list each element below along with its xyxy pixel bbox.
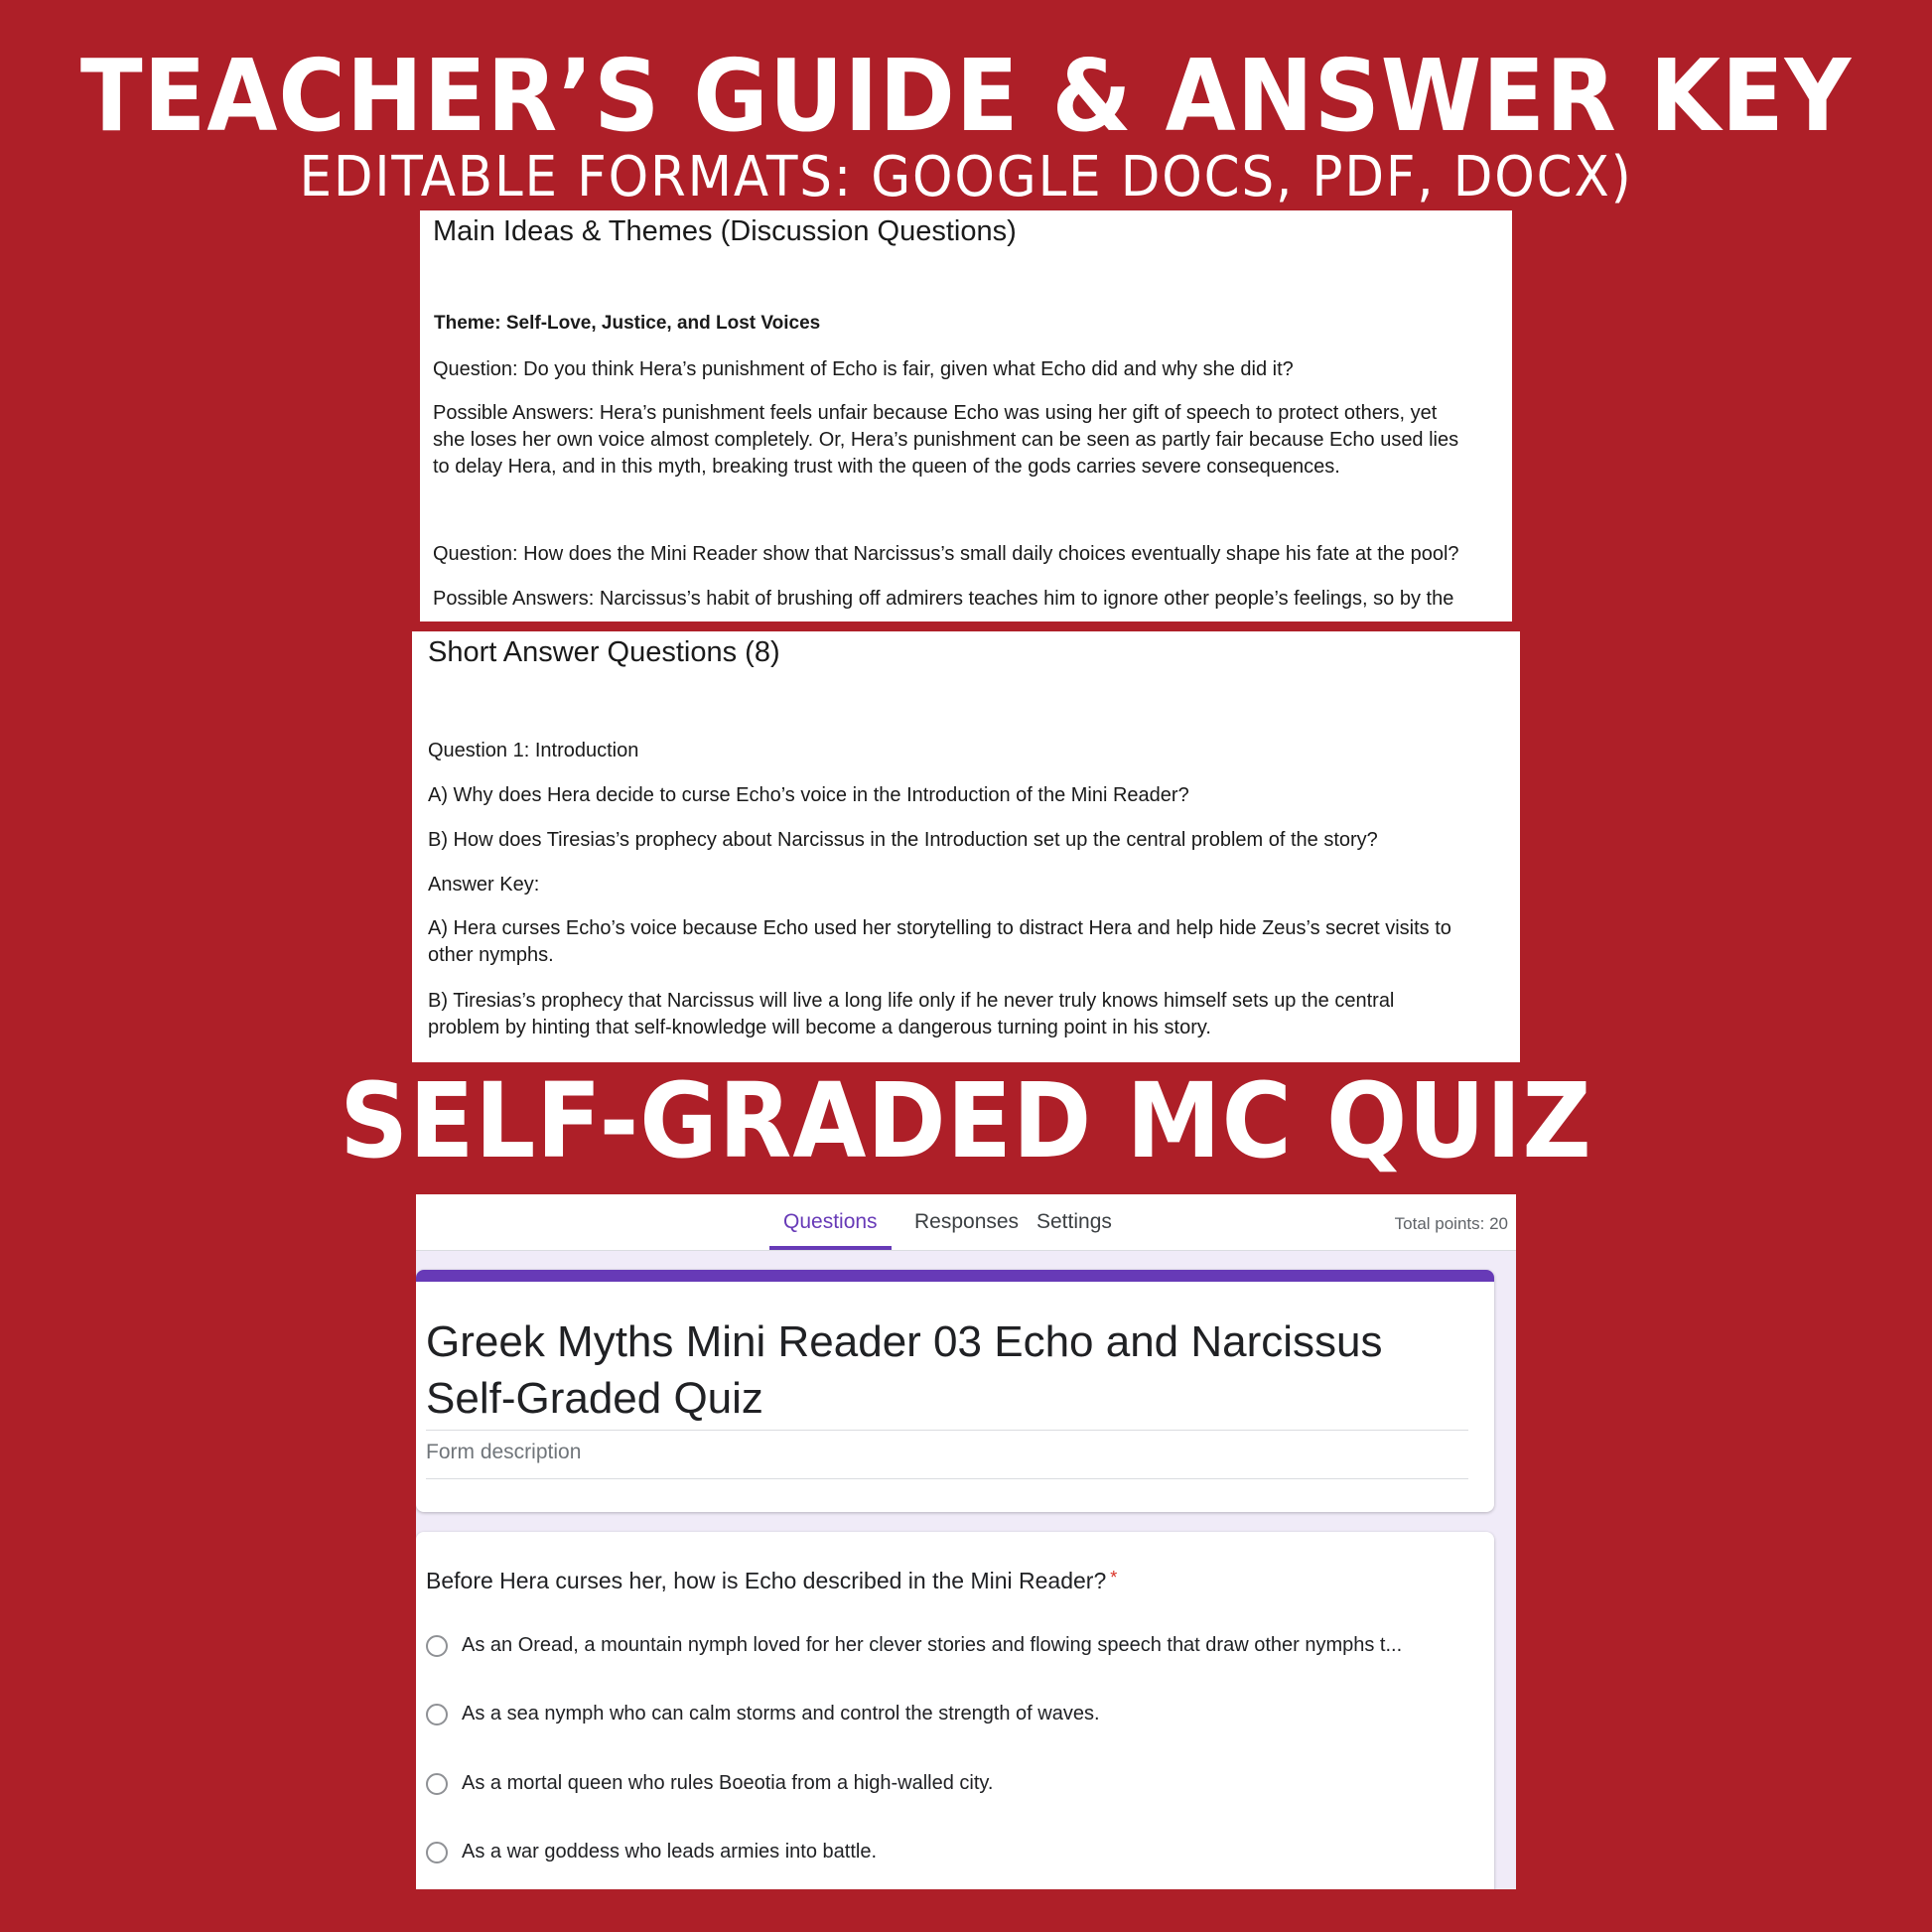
form-title-card[interactable]: [416, 1270, 1494, 1512]
form-title[interactable]: [426, 1313, 1458, 1427]
short-question-b: B) How does Tiresias’s prophecy about Narcissus in the Introduction set up the central problem of the story?: [428, 829, 1378, 851]
discussion-question-2: Question: How does the Mini Reader show that Narcissus’s small daily choices eventually shape his fate at the pool?: [433, 543, 1459, 565]
divider: [426, 1430, 1468, 1431]
question-card[interactable]: [416, 1532, 1494, 1889]
form-title-line: Self-Graded Quiz: [426, 1374, 763, 1423]
answer-line: Possible Answers: Narcissus’s habit of brushing off admirers teaches him to ignore other people’s feelings, so by the: [433, 588, 1454, 610]
answer-line: Possible Answers: Hera’s punishment feels unfair because Echo was using her gift of speech to protect others, yet: [433, 402, 1438, 424]
option-label: As a war goddess who leads armies into battle.: [462, 1841, 877, 1863]
tab-questions[interactable]: Questions: [769, 1206, 892, 1250]
required-marker: *: [1110, 1568, 1118, 1587]
theme-heading: Theme: Self-Love, Justice, and Lost Voices: [434, 313, 821, 334]
radio-circle-icon[interactable]: [426, 1842, 448, 1863]
option-label: As an Oread, a mountain nymph loved for her clever stories and flowing speech that draw other nymphs t...: [462, 1634, 1403, 1656]
divider: [426, 1478, 1468, 1479]
question-label: Before Hera curses her, how is Echo described in the Mini Reader?: [426, 1568, 1107, 1593]
radio-circle-icon[interactable]: [426, 1704, 448, 1725]
answer-line: A) Hera curses Echo’s voice because Echo used her storytelling to distract Hera and help hide Zeus’s secret visits to: [428, 917, 1451, 939]
answer-option[interactable]: [426, 1704, 1488, 1733]
doc-title: Main Ideas & Themes (Discussion Questions): [433, 215, 1017, 247]
answer-option[interactable]: [426, 1773, 1488, 1803]
formats-subtitle: EDITABLE FORMATS: GOOGLE DOCS, PDF, DOCX): [299, 145, 1633, 209]
radio-circle-icon[interactable]: [426, 1635, 448, 1657]
question-heading: Question 1: Introduction: [428, 740, 639, 761]
answer-option[interactable]: [426, 1635, 1488, 1665]
answer-key-heading: Answer Key:: [428, 874, 540, 896]
tab-settings[interactable]: Settings: [1036, 1210, 1112, 1233]
answer-line: B) Tiresias’s prophecy that Narcissus will live a long life only if he never truly knows himself sets up the central: [428, 990, 1395, 1012]
discussion-question-1: Question: Do you think Hera’s punishment of Echo is fair, given what Echo did and why she did it?: [433, 358, 1294, 380]
form-tab-bar: [416, 1194, 1516, 1251]
accent-bar: [416, 1270, 1494, 1282]
option-label: As a sea nymph who can calm storms and control the strength of waves.: [462, 1703, 1100, 1725]
answer-option[interactable]: [426, 1842, 1488, 1871]
answer-line: other nymphs.: [428, 944, 554, 966]
answer-line: to delay Hera, and in this myth, breaking trust with the queen of the gods carries severe consequences.: [433, 456, 1340, 478]
answer-line: problem by hinting that self-knowledge will become a dangerous turning point in his story.: [428, 1017, 1211, 1038]
short-answer-doc: [412, 631, 1520, 1062]
form-description-field[interactable]: Form description: [426, 1441, 582, 1463]
form-title-line: Greek Myths Mini Reader 03 Echo and Narcissus: [426, 1317, 1383, 1366]
main-headline: TEACHER’S GUIDE & ANSWER KEY: [79, 38, 1853, 154]
question-text[interactable]: [426, 1568, 1117, 1594]
radio-circle-icon[interactable]: [426, 1773, 448, 1795]
total-points: Total points: 20: [1394, 1214, 1508, 1233]
option-label: As a mortal queen who rules Boeotia from a high-walled city.: [462, 1772, 994, 1794]
google-form-editor: [416, 1194, 1516, 1889]
tab-responses[interactable]: Responses: [914, 1210, 1020, 1233]
discussion-questions-doc: [420, 210, 1512, 621]
short-question-a: A) Why does Hera decide to curse Echo’s voice in the Introduction of the Mini Reader?: [428, 784, 1189, 806]
doc-title: Short Answer Questions (8): [428, 636, 780, 668]
quiz-headline: SELF-GRADED MC QUIZ: [340, 1060, 1592, 1181]
answer-line: she loses her own voice almost completely. Or, Hera’s punishment can be seen as partly fair because Echo used lies: [433, 429, 1459, 451]
